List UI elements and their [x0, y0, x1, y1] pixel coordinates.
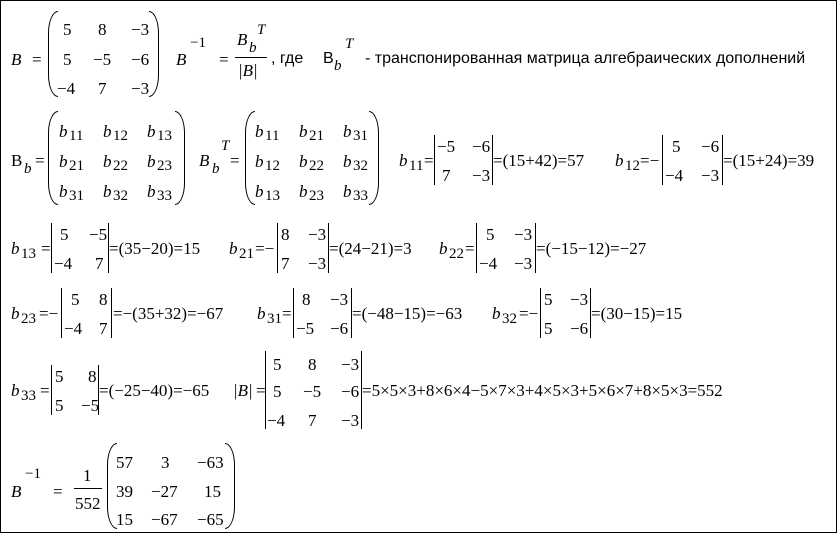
det-cell: −6 — [330, 319, 349, 338]
det-cell: 5 — [55, 396, 64, 415]
right-paren — [175, 111, 185, 205]
b33-result: =(−25−40)=−65 — [99, 381, 210, 400]
cell-sub: 11 — [69, 128, 84, 144]
b11-sub: 11 — [409, 158, 424, 174]
det-cell: −5 — [89, 225, 108, 244]
det-cell: −5 — [303, 382, 322, 401]
det-cell: −3 — [341, 411, 360, 430]
Bb-b: b — [24, 161, 32, 177]
det-cell: 5 — [60, 225, 69, 244]
cell-sub: 31 — [69, 188, 84, 204]
gde-B: B — [323, 50, 334, 67]
b31-sub: 31 — [267, 311, 282, 327]
cell-sub: 32 — [113, 188, 128, 204]
cell-b: b — [147, 182, 156, 201]
matrix-cell: 57 — [116, 453, 133, 472]
det-cell: 5 — [544, 290, 553, 309]
cell-b: b — [255, 152, 264, 171]
matrix-cell: 5 — [63, 50, 72, 69]
det-cell: −3 — [514, 225, 533, 244]
det-cell: −3 — [701, 166, 720, 185]
matrix-cell: −3 — [131, 20, 150, 39]
matrix-cell: 15 — [116, 510, 133, 529]
cell-sub: 11 — [265, 128, 280, 144]
cell-b: b — [59, 122, 68, 141]
cell-sub: 21 — [69, 158, 84, 174]
det-cell: −3 — [472, 166, 491, 185]
cell-sub: 32 — [353, 158, 368, 174]
matrix-cell: 8 — [98, 20, 107, 39]
matrix-cell: 7 — [98, 79, 107, 98]
det-bar-left — [51, 223, 52, 273]
cell-b: b — [59, 152, 68, 171]
equals-sign: = — [35, 151, 45, 170]
det-cell: −6 — [472, 137, 491, 156]
equals-sign: = — [424, 151, 434, 170]
cell-sub: 33 — [353, 188, 368, 204]
cell-b: b — [147, 152, 156, 171]
b11-result: =(15+42)=57 — [493, 151, 585, 170]
B-inverse-exponent: −1 — [190, 35, 206, 51]
det-cell: −3 — [330, 290, 349, 309]
det-bar-left — [434, 135, 435, 185]
matrix-cell: −3 — [131, 79, 150, 98]
equals-minus: =− — [255, 239, 275, 258]
cell-sub: 13 — [157, 128, 172, 144]
det-cell: 7 — [442, 166, 451, 185]
cell-b: b — [103, 122, 112, 141]
equals-sign: = — [40, 381, 50, 400]
b32-label: b — [492, 304, 501, 323]
B-inverse-label: B — [11, 482, 22, 501]
B-inverse-exponent: −1 — [25, 466, 41, 482]
right-paren — [369, 111, 379, 205]
det-bar-left — [540, 288, 541, 338]
cell-b: b — [343, 182, 352, 201]
equals-sign: = — [465, 239, 475, 258]
b21-label: b — [229, 239, 238, 258]
cell-b: b — [343, 152, 352, 171]
cell-b: b — [255, 182, 264, 201]
b12-sub: 12 — [625, 158, 640, 174]
b33-label: b — [11, 381, 20, 400]
b31-label: b — [257, 304, 266, 323]
b23-sub: 23 — [21, 311, 36, 327]
det-bar-left — [61, 288, 62, 338]
det-cell: −4 — [479, 254, 498, 273]
cell-sub: 22 — [309, 158, 324, 174]
det-cell: −3 — [341, 355, 360, 374]
cell-sub: 23 — [309, 188, 324, 204]
b11-label: b — [399, 151, 408, 170]
b22-label: b — [439, 239, 448, 258]
cell-b: b — [299, 152, 308, 171]
matrix-cell: 39 — [116, 482, 133, 501]
det-cell: 5 — [486, 225, 495, 244]
b12-label: b — [615, 151, 624, 170]
fraction-line — [235, 57, 267, 58]
frac-num-T: T — [257, 22, 266, 38]
b21-result: =(24−21)=3 — [329, 239, 412, 258]
cell-sub: 23 — [157, 158, 172, 174]
b13-sub: 13 — [21, 246, 36, 262]
frac-den: 552 — [75, 494, 101, 513]
matrix-cell: −6 — [131, 50, 150, 69]
matrix-cell: 5 — [63, 20, 72, 39]
BbT-B: B — [199, 151, 210, 170]
matrix-cell: −65 — [197, 510, 224, 529]
description-text: - транспонированная матрица алгебраических дополнений — [365, 50, 806, 67]
det-cell: 5 — [273, 355, 282, 374]
equals-minus: =− — [640, 151, 660, 170]
equals-sign: = — [32, 50, 42, 69]
cell-b: b — [103, 182, 112, 201]
det-cell: −4 — [665, 166, 684, 185]
det-cell: −4 — [64, 319, 83, 338]
cell-sub: 22 — [113, 158, 128, 174]
equals-minus: =− — [519, 304, 539, 323]
det-cell: 7 — [99, 319, 108, 338]
cell-sub: 12 — [113, 128, 128, 144]
det-cell: −3 — [514, 254, 533, 273]
det-bar-left — [277, 223, 278, 273]
B-inverse-label: B — [176, 50, 187, 69]
det-cell: 7 — [308, 411, 317, 430]
det-cell: 5 — [55, 367, 64, 386]
b31-result: =(−48−15)=−63 — [352, 304, 463, 323]
cell-sub: 33 — [157, 188, 172, 204]
equals-sign: = — [256, 381, 266, 400]
det-cell: −5 — [296, 319, 315, 338]
cell-b: b — [255, 122, 264, 141]
det-cell: 7 — [95, 254, 104, 273]
equals-sign: = — [230, 151, 240, 170]
cell-sub: 13 — [265, 188, 280, 204]
matrix-cell: −67 — [151, 510, 178, 529]
det-bar-left — [293, 288, 294, 338]
equals-sign: = — [53, 482, 63, 501]
b22-result: =(−15−12)=−27 — [536, 239, 647, 258]
det-bar-left — [265, 351, 266, 429]
det-cell: 7 — [281, 254, 290, 273]
cell-sub: 12 — [265, 158, 280, 174]
cell-sub: 21 — [309, 128, 324, 144]
det-cell: −3 — [570, 290, 589, 309]
det-cell: 5 — [672, 137, 681, 156]
det-bar-left — [476, 223, 477, 273]
equals-minus: =− — [39, 304, 59, 323]
matrix-cell: −27 — [151, 482, 178, 501]
b12-result: =(15+24)=39 — [723, 151, 815, 170]
equals-sign: = — [219, 50, 229, 69]
right-paren — [149, 11, 159, 97]
cell-b: b — [299, 122, 308, 141]
det-cell: 8 — [281, 225, 290, 244]
left-paren — [48, 111, 58, 205]
det-cell: −3 — [308, 254, 327, 273]
cell-b: b — [299, 182, 308, 201]
cell-b: b — [103, 152, 112, 171]
det-cell: −6 — [570, 319, 589, 338]
left-paren — [245, 111, 255, 205]
det-cell: −6 — [341, 382, 360, 401]
det-cell: −6 — [701, 137, 720, 156]
matrix-cell: −4 — [57, 79, 76, 98]
matrix-cell: 15 — [204, 482, 221, 501]
b32-sub: 32 — [502, 311, 517, 327]
fraction-line — [74, 488, 102, 489]
matrix-cell: −5 — [93, 50, 112, 69]
gde-T: T — [345, 36, 354, 52]
cell-sub: 31 — [353, 128, 368, 144]
det-cell: 5 — [544, 319, 553, 338]
det-cell: 8 — [88, 367, 97, 386]
cell-b: b — [147, 122, 156, 141]
detB-result: =5×5×3+8×6×4−5×7×3+4×5×3+5×6×7+8×5×3=552 — [362, 381, 723, 400]
BbT-b: b — [212, 161, 220, 177]
matrix-cell: −63 — [197, 453, 224, 472]
b13-result: =(35−20)=15 — [109, 239, 201, 258]
det-bar-left — [51, 365, 52, 415]
cell-b: b — [59, 182, 68, 201]
frac-den: |B| — [238, 61, 258, 80]
b21-sub: 21 — [239, 246, 254, 262]
det-cell: −4 — [54, 254, 73, 273]
BbT-T: T — [221, 138, 230, 154]
matrix-cell: 3 — [161, 453, 170, 472]
b22-sub: 22 — [449, 246, 464, 262]
det-bar-left — [662, 135, 663, 185]
cell-b: b — [343, 122, 352, 141]
det-cell: 8 — [302, 290, 311, 309]
frac-num-B: B — [237, 30, 248, 49]
det-cell: −5 — [437, 137, 456, 156]
b33-sub: 33 — [21, 388, 36, 404]
equals-sign: = — [282, 304, 292, 323]
frac-num: 1 — [83, 466, 92, 485]
matrix-B-label: B — [11, 50, 22, 69]
b23-result: =−(35+32)=−67 — [113, 304, 224, 323]
det-cell: −4 — [267, 411, 286, 430]
det-cell: −5 — [81, 396, 100, 415]
b13-label: b — [11, 239, 20, 258]
right-paren — [225, 443, 235, 529]
det-bar-right — [111, 288, 112, 338]
det-cell: 5 — [273, 382, 282, 401]
det-cell: 8 — [308, 355, 317, 374]
b32-result: =(30−15)=15 — [591, 304, 683, 323]
frac-num-b: b — [249, 40, 257, 56]
b23-label: b — [11, 304, 20, 323]
Bb-B: B — [11, 151, 23, 170]
gde-b: b — [334, 58, 342, 74]
det-cell: 8 — [99, 290, 108, 309]
det-cell: 5 — [71, 290, 80, 309]
equals-sign: = — [41, 239, 51, 258]
detB-label: |B| — [233, 381, 253, 400]
det-cell: −3 — [308, 225, 327, 244]
gde-text: , где — [271, 50, 304, 67]
